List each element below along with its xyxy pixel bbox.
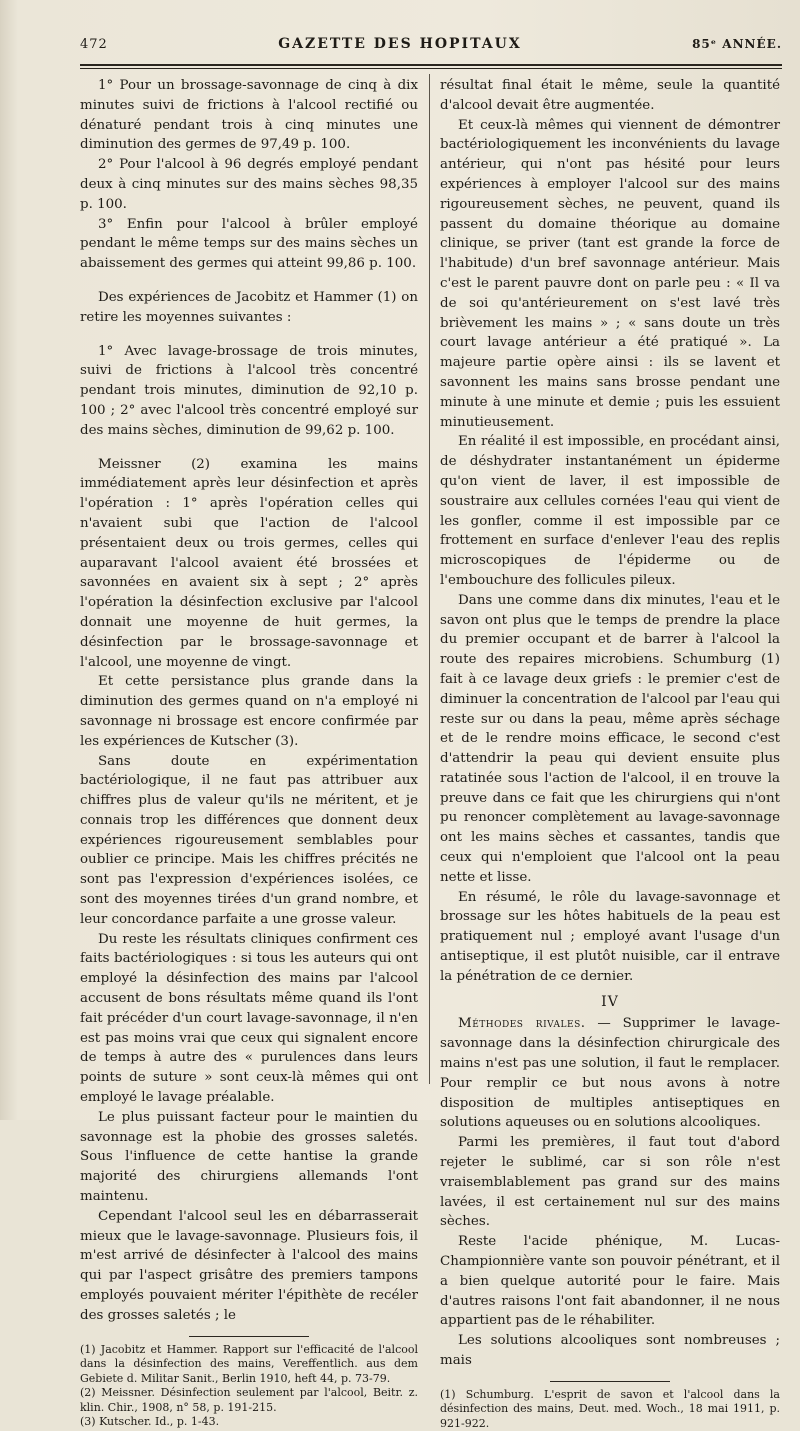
footnote: (2) Meissner. Désinfection seulement par l'alcool, Beitr. z. klin. Chir., 1908, n° 58, p. 191-215.	[80, 1386, 418, 1414]
footnote: (1) Schumburg. L'esprit de savon et l'alcool dans la désinfection des mains, Deut. med. Woch., 18 mai 1911, p. 921-922.	[440, 1387, 780, 1430]
paragraph: 1° Pour un brossage-savonnage de cinq à dix minutes suivi de frictions à l'alcool rectifié ou dénaturé pendant trois à cinq minutes une diminution des germes de 97,49 p. 100.	[80, 78, 418, 153]
paragraph: Cependant l'alcool seul les en débarrasserait mieux que le lavage-savonnage. Plusieurs fois, il m'est arrivé de désinfecter à l'alcool des mains qui par l'aspect grisâtre des premiers tampons employés pouvaient mériter l'épithète de recéler des grosses saletés ; le	[80, 1208, 418, 1323]
paragraph: Sans doute en expérimentation bactériologique, il ne faut pas attribuer aux chiffres plus de valeur qu'ils ne méritent, et je connais trop les différences que donnent deux expériences rigoureusement semblables pour oublier ce principe. Mais les chiffres précités ne sont pas l'expression d'expériences isolées, ce sont des moyennes tirées d'un grand nombre, et leur concordance parfaite a une grosse valeur.	[80, 753, 418, 927]
journal-year: 85ᵉ ANNÉE.	[692, 37, 782, 51]
paragraph-text: — Supprimer le lavage-savonnage dans la désinfection chirurgicale des mains n'est pas une solution, il faut le remplacer. Pour remplir ce but nous avons à notre disposition de multiples antiseptiques en solutions aqueuses ou en solutions alcooliques.	[440, 1016, 780, 1131]
paragraph: Les solutions alcooliques sont nombreuses ; mais	[440, 1333, 780, 1368]
section-heading: IV	[601, 993, 619, 1010]
header-rule	[80, 64, 782, 69]
paragraph: Dans une comme dans dix minutes, l'eau et le savon ont plus que le temps de prendre la place du premier occupant et de barrer à l'alcool la route des repaires microbiens. Schumburg (1) fait à ce lavage deux griefs : le premier c'est de diminuer la concentration de l'alcool par l'eau qui reste sur ou dans la peau, même après séchage et de le rendre moins efficace, le second c'est d'attendrir la peau qui devient ensuite plus ratatinée sous l'action de l'alcool, il en trouve la preuve dans ce fait que les chirurgiens qui n'ont pu renoncer complètement au lavage-savonnage ont les mains sèches et cassantes, tandis que ceux qui n'emploient que l'alcool ont la peau nette et lisse.	[440, 592, 780, 885]
paragraph: En réalité il est impossible, en procédant ainsi, de déshydrater instantanément un épiderme qu'on vient de laver, il est impossible de soustraire aux cellules cornées l'eau qui vient de les gonfler, comme il est impossible par ce frottement en surface d'enlever l'eau des replis microscopiques de l'épiderme ou de l'embouchure des follicules pileux.	[440, 434, 780, 588]
running-header	[80, 36, 782, 62]
paragraph: résultat final était le même, seule la quantité d'alcool devait être augmentée.	[440, 78, 780, 113]
paragraph: Et ceux-là mêmes qui viennent de démontrer bactériologiquement les inconvénients du lavage antérieur, qui n'ont pas hésité pour leurs expériences à employer l'alcool sur des mains rigoureusement sèches, ne peuvent, quand ils passent du domaine théorique au domaine clinique, se priver (tant est grande la force de l'habitude) d'un bref savonnage antérieur. Mais c'est le parent pauvre dont on parle peu : « Il va de soi qu'antérieurement on s'est lavé très brièvement les mains » ; « sans doute un très court lavage antérieur a été pratiqué ». La majeure partie opère ainsi : ils se lavent et savonnent les mains sans brosse pendant une minute à une minute et demie ; puis les essuient minutieusement.	[440, 117, 780, 430]
paragraph: 3° Enfin pour l'alcool à brûler employé pendant le même temps sur des mains sèches un abaissement des germes qui atteint 99,86 p. 100.	[80, 216, 418, 272]
paragraph: 2° Pour l'alcool à 96 degrés employé pendant deux à cinq minutes sur des mains sèches 98,35 p. 100.	[80, 157, 418, 212]
page-number: 472	[80, 37, 108, 52]
paragraph: Meissner (2) examina les mains immédiatement après leur désinfection et après l'opération : 1° après l'opération celles qui n'avaient subi que l'action de l'alcool présentaient deux ou trois germes, celles qui auparavant l'alcool avaient été brossées et savonnées en avaient six à sept ; 2° après l'opération la désinfection exclusive par l'alcool donnait une moyenne de huit germes, la désinfection par le brossage-savonnage et l'alcool, une moyenne de vingt.	[80, 456, 418, 670]
paragraph: Parmi les premières, il faut tout d'abord rejeter le sublimé, car si son rôle n'est vraisemblablement pas grand sur des mains lavées, il est certainement nul sur des mains sèches.	[440, 1135, 780, 1230]
paragraph	[440, 1014, 780, 1133]
right-column	[440, 76, 780, 1431]
paragraph: En résumé, le rôle du lavage-savonnage et brossage sur les hôtes habituels de la peau est pratiquement nul ; employé avant l'usage d'un antiseptique, il est plutôt nuisible, car il entrave la pénétration de ce dernier.	[440, 889, 780, 984]
paragraph: 1° Avec lavage-brossage de trois minutes, suivi de frictions à l'alcool très concentré pendant trois minutes, diminution de 92,10 p. 100 ; 2° avec l'alcool très concentré employé sur des mains sèches, diminution de 99,62 p. 100.	[80, 343, 418, 438]
left-column	[80, 76, 418, 1430]
footnote-rule	[189, 1336, 309, 1337]
journal-title: GAZETTE DES HOPITAUX	[278, 36, 522, 52]
paragraph: Et cette persistance plus grande dans la diminution des germes quand on n'a employé ni savonnage ni brossage est encore confirmée par les expériences de Kutscher (3).	[80, 674, 418, 749]
paragraph: Des expériences de Jacobitz et Hammer (1) on retire les moyennes suivantes :	[80, 289, 418, 325]
paragraph: Reste l'acide phénique, M. Lucas-Championnière vante son pouvoir pénétrant, et il a bien quelque autorité pour le faire. Mais d'autres raisons l'ont fait abandonner, il ne nous appartient pas de le réhabiliter.	[440, 1234, 780, 1329]
footnote: (1) Jacobitz et Hammer. Rapport sur l'efficacité de l'alcool dans la désinfection des mains, Vereffentlich. aus dem Gebiete d. Militar Sanit., Berlin 1910, heft 44, p. 73-79.	[80, 1342, 418, 1385]
column-separator	[429, 74, 430, 1084]
run-in-heading: Méthodes rivales.	[458, 1016, 586, 1032]
paragraph: Le plus puissant facteur pour le maintien du savonnage est la phobie des grosses saletés. Sous l'influence de cette hantise la grande majorité des chirurgiens allemands l'ont maintenu.	[80, 1109, 418, 1205]
footnote-rule	[550, 1381, 670, 1382]
paragraph: Du reste les résultats cliniques confirment ces faits bactériologiques : si tous les auteurs qui ont employé la désinfection des mains par l'alcool accusent de bons résultats même quand ils l'ont fait précéder d'un court lavage-savonnage, il n'en est pas moins vrai que ceux qui signalent encore de temps à autre des « purulences dans leurs points de suture » sont ceux-là mêmes qui ont employé le lavage préalable.	[80, 931, 418, 1106]
footnote: (3) Kutscher. Id., p. 1-43.	[80, 1415, 220, 1429]
